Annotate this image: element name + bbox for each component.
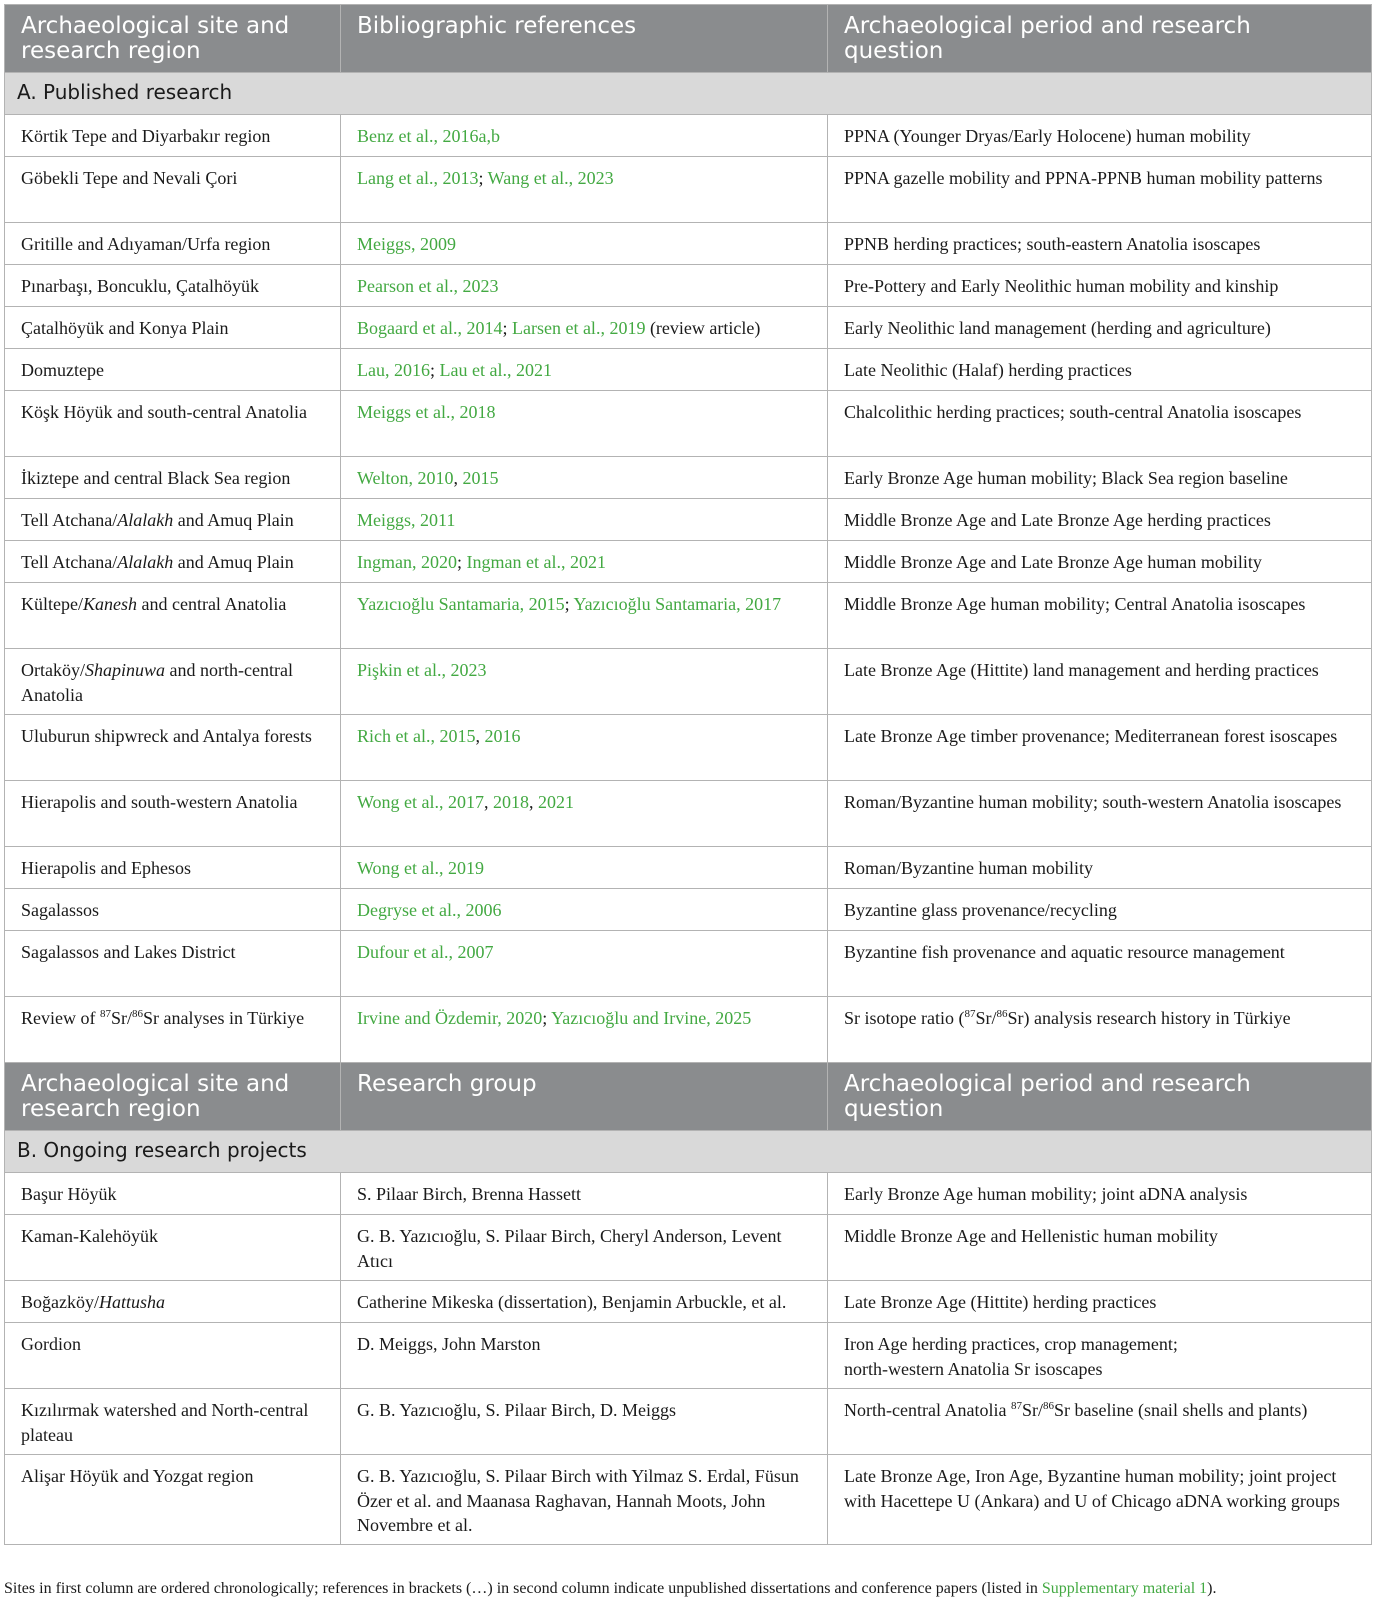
- period-cell: PPNA (Younger Dryas/Early Holocene) human mobility: [828, 115, 1372, 157]
- header-research-group: Research group: [341, 1063, 828, 1131]
- period-cell: North-central Anatolia $^{87}$Sr/$^{86}$Sr baseline (snail shells and plants): [828, 1389, 1372, 1455]
- period-cell: Middle Bronze Age human mobility; Central Anatolia isoscapes: [828, 583, 1372, 649]
- site-cell: Alişar Höyük and Yozgat region: [5, 1455, 341, 1545]
- reference-link[interactable]: Meiggs, 2011: [357, 510, 456, 530]
- reference-link[interactable]: Degryse et al., 2006: [357, 900, 502, 920]
- table-row: [5, 1389, 1372, 1455]
- reference-link[interactable]: Wong et al., 2017: [357, 792, 485, 812]
- reference-link[interactable]: Meiggs et al., 2018: [357, 402, 496, 422]
- table-row: [5, 223, 1372, 265]
- reference-separator: ;: [564, 594, 574, 614]
- header-period-question: Archaeological period and research question: [828, 5, 1372, 73]
- table-footnote: [4, 1580, 1371, 1598]
- reference-separator: ;: [429, 360, 440, 380]
- references-cell: [341, 223, 828, 265]
- period-cell: Byzantine glass provenance/recycling: [828, 889, 1372, 931]
- period-cell: Middle Bronze Age and Late Bronze Age herding practices: [828, 499, 1372, 541]
- reference-link[interactable]: Wong et al., 2019: [357, 858, 485, 878]
- research-group-cell: G. B. Yazıcıoğlu, S. Pilaar Birch with Yilmaz S. Erdal, Füsun Özer et al. and Maanasa Raghavan, Hannah Moots, John Novembre et al.: [341, 1455, 828, 1545]
- site-cell: Tell Atchana/Alalakh and Amuq Plain: [5, 499, 341, 541]
- table-row: [5, 1215, 1372, 1281]
- table-row: [5, 457, 1372, 499]
- table-header-a: [5, 5, 1372, 73]
- site-cell: Çatalhöyük and Konya Plain: [5, 307, 341, 349]
- section-header-ongoing: [5, 1131, 1372, 1173]
- references-cell: [341, 715, 828, 781]
- reference-separator: ;: [456, 552, 467, 572]
- period-cell: Roman/Byzantine human mobility; south-western Anatolia isoscapes: [828, 781, 1372, 847]
- references-cell: [341, 931, 828, 997]
- reference-link[interactable]: 2016: [484, 726, 521, 746]
- period-cell: Pre-Pottery and Early Neolithic human mobility and kinship: [828, 265, 1372, 307]
- footnote-end: ).: [1207, 1580, 1217, 1597]
- table-row: [5, 1173, 1372, 1215]
- period-cell: Late Neolithic (Halaf) herding practices: [828, 349, 1372, 391]
- reference-table-container: [4, 4, 1371, 1545]
- period-cell: Late Bronze Age timber provenance; Mediterranean forest isoscapes: [828, 715, 1372, 781]
- reference-link[interactable]: Bogaard et al., 2014: [357, 318, 503, 338]
- period-cell: Late Bronze Age (Hittite) herding practices: [828, 1281, 1372, 1323]
- reference-separator: ,: [475, 726, 485, 746]
- references-cell: [341, 457, 828, 499]
- period-cell: Late Bronze Age, Iron Age, Byzantine human mobility; joint project with Hacettepe U (Ankara) and U of Chicago aDNA working groups: [828, 1455, 1372, 1545]
- table-row: [5, 391, 1372, 457]
- table-row: [5, 847, 1372, 889]
- reference-separator: ,: [484, 792, 494, 812]
- reference-link[interactable]: Welton, 2010: [357, 468, 454, 488]
- references-cell: [341, 997, 828, 1063]
- header-site-region: Archaeological site and research region: [5, 1063, 341, 1131]
- table-row: [5, 349, 1372, 391]
- period-cell: Early Neolithic land management (herding and agriculture): [828, 307, 1372, 349]
- site-cell: Review of $^{87}$Sr/$^{86}$Sr analyses in Türkiye: [5, 997, 341, 1063]
- reference-separator: ;: [478, 168, 488, 188]
- period-cell: Middle Bronze Age and Hellenistic human mobility: [828, 1215, 1372, 1281]
- reference-link[interactable]: Larsen et al., 2019: [511, 318, 646, 338]
- reference-link[interactable]: Pişkin et al., 2023: [357, 660, 487, 680]
- reference-link[interactable]: Lang et al., 2013: [357, 168, 479, 188]
- site-cell: Kaman-Kalehöyük: [5, 1215, 341, 1281]
- reference-link[interactable]: Benz et al., 2016a,b: [357, 126, 500, 146]
- site-cell: İkiztepe and central Black Sea region: [5, 457, 341, 499]
- site-cell: Göbekli Tepe and Nevali Çori: [5, 157, 341, 223]
- period-cell: Early Bronze Age human mobility; Black Sea region baseline: [828, 457, 1372, 499]
- site-cell: Hierapolis and Ephesos: [5, 847, 341, 889]
- table-header-b: [5, 1063, 1372, 1131]
- period-cell: Early Bronze Age human mobility; joint aDNA analysis: [828, 1173, 1372, 1215]
- table-row: [5, 265, 1372, 307]
- site-cell: Uluburun shipwreck and Antalya forests: [5, 715, 341, 781]
- site-cell: Pınarbaşı, Boncuklu, Çatalhöyük: [5, 265, 341, 307]
- reference-link[interactable]: Pearson et al., 2023: [357, 276, 499, 296]
- research-group-cell: G. B. Yazıcıoğlu, S. Pilaar Birch, D. Meiggs: [341, 1389, 828, 1455]
- references-cell: [341, 541, 828, 583]
- references-cell: [341, 265, 828, 307]
- table-row: [5, 1281, 1372, 1323]
- reference-separator: ;: [502, 318, 512, 338]
- header-bibliographic-references: Bibliographic references: [341, 5, 828, 73]
- reference-link[interactable]: Wang et al., 2023: [487, 168, 614, 188]
- reference-link[interactable]: 2018: [493, 792, 530, 812]
- references-cell: [341, 889, 828, 931]
- table-row: [5, 997, 1372, 1063]
- period-cell: Late Bronze Age (Hittite) land management and herding practices: [828, 649, 1372, 715]
- site-cell: Körtik Tepe and Diyarbakır region: [5, 115, 341, 157]
- site-cell: Gritille and Adıyaman/Urfa region: [5, 223, 341, 265]
- table-row: [5, 115, 1372, 157]
- supplementary-material-link[interactable]: Supplementary material 1: [1041, 1580, 1208, 1597]
- table-row: [5, 1323, 1372, 1389]
- reference-separator: ,: [453, 468, 463, 488]
- table-row: [5, 583, 1372, 649]
- table-row: [5, 541, 1372, 583]
- reference-link[interactable]: Yazıcıoğlu Santamaria, 2017: [573, 594, 782, 614]
- period-cell: Sr isotope ratio ($^{87}$Sr/$^{86}$Sr) analysis research history in Türkiye: [828, 997, 1372, 1063]
- references-cell: [341, 157, 828, 223]
- period-cell: Iron Age herding practices, crop management; north-western Anatolia Sr isoscapes: [828, 1323, 1372, 1389]
- reference-link[interactable]: 2015: [462, 468, 499, 488]
- table-row: [5, 931, 1372, 997]
- site-cell: Hierapolis and south-western Anatolia: [5, 781, 341, 847]
- period-cell: Middle Bronze Age and Late Bronze Age human mobility: [828, 541, 1372, 583]
- reference-separator: ,: [529, 792, 539, 812]
- table-row: [5, 307, 1372, 349]
- site-cell: Ortaköy/Shapinuwa and north-central Anatolia: [5, 649, 341, 715]
- references-cell: [341, 307, 828, 349]
- references-cell: [341, 781, 828, 847]
- reference-link[interactable]: Rich et al., 2015: [357, 726, 476, 746]
- period-cell: Byzantine fish provenance and aquatic resource management: [828, 931, 1372, 997]
- references-cell: [341, 115, 828, 157]
- references-cell: [341, 847, 828, 889]
- reference-separator: (review article): [645, 318, 761, 338]
- site-cell: Boğazköy/Hattusha: [5, 1281, 341, 1323]
- reference-link[interactable]: Ingman, 2020: [357, 552, 457, 572]
- period-cell: Roman/Byzantine human mobility: [828, 847, 1372, 889]
- header-site-region: Archaeological site and research region: [5, 5, 341, 73]
- references-cell: [341, 583, 828, 649]
- reference-table: [4, 4, 1372, 1545]
- references-cell: [341, 649, 828, 715]
- section-title-published: A. Published research: [5, 73, 1372, 115]
- references-cell: [341, 349, 828, 391]
- site-cell: Sagalassos: [5, 889, 341, 931]
- section-title-ongoing: B. Ongoing research projects: [5, 1131, 1372, 1173]
- reference-link[interactable]: Yazıcıoğlu and Irvine, 2025: [551, 1008, 752, 1028]
- table-row: [5, 649, 1372, 715]
- reference-link[interactable]: 2021: [538, 792, 575, 812]
- footnote-text: Sites in first column are ordered chronologically; references in brackets (…) in second column indicate unpublished dissertations and conference papers (listed in: [4, 1580, 1042, 1597]
- header-period-question: Archaeological period and research question: [828, 1063, 1372, 1131]
- table-row: [5, 1455, 1372, 1545]
- site-cell: Başur Höyük: [5, 1173, 341, 1215]
- reference-link[interactable]: Dufour et al., 2007: [357, 942, 494, 962]
- site-cell: Köşk Höyük and south-central Anatolia: [5, 391, 341, 457]
- site-cell: Kızılırmak watershed and North-central plateau: [5, 1389, 341, 1455]
- site-cell: Tell Atchana/Alalakh and Amuq Plain: [5, 541, 341, 583]
- table-row: [5, 499, 1372, 541]
- reference-link[interactable]: Lau, 2016: [357, 360, 430, 380]
- table-row: [5, 889, 1372, 931]
- reference-link[interactable]: Lau et al., 2021: [439, 360, 552, 380]
- reference-link[interactable]: Irvine and Özdemir, 2020: [357, 1008, 543, 1028]
- research-group-cell: G. B. Yazıcıoğlu, S. Pilaar Birch, Cheryl Anderson, Levent Atıcı: [341, 1215, 828, 1281]
- table-row: [5, 715, 1372, 781]
- site-cell: Gordion: [5, 1323, 341, 1389]
- reference-link[interactable]: Ingman et al., 2021: [466, 552, 606, 572]
- period-cell: Chalcolithic herding practices; south-central Anatolia isoscapes: [828, 391, 1372, 457]
- site-cell: Sagalassos and Lakes District: [5, 931, 341, 997]
- section-header-published: [5, 73, 1372, 115]
- period-cell: PPNA gazelle mobility and PPNA-PPNB human mobility patterns: [828, 157, 1372, 223]
- site-cell: Kültepe/Kanesh and central Anatolia: [5, 583, 341, 649]
- reference-separator: ;: [542, 1008, 552, 1028]
- period-cell: PPNB herding practices; south-eastern Anatolia isoscapes: [828, 223, 1372, 265]
- references-cell: [341, 391, 828, 457]
- table-row: [5, 781, 1372, 847]
- reference-link[interactable]: Meiggs, 2009: [357, 234, 456, 254]
- references-cell: [341, 499, 828, 541]
- research-group-cell: D. Meiggs, John Marston: [341, 1323, 828, 1389]
- research-group-cell: Catherine Mikeska (dissertation), Benjamin Arbuckle, et al.: [341, 1281, 828, 1323]
- site-cell: Domuztepe: [5, 349, 341, 391]
- table-row: [5, 157, 1372, 223]
- reference-link[interactable]: Yazıcıoğlu Santamaria, 2015: [357, 594, 565, 614]
- research-group-cell: S. Pilaar Birch, Brenna Hassett: [341, 1173, 828, 1215]
